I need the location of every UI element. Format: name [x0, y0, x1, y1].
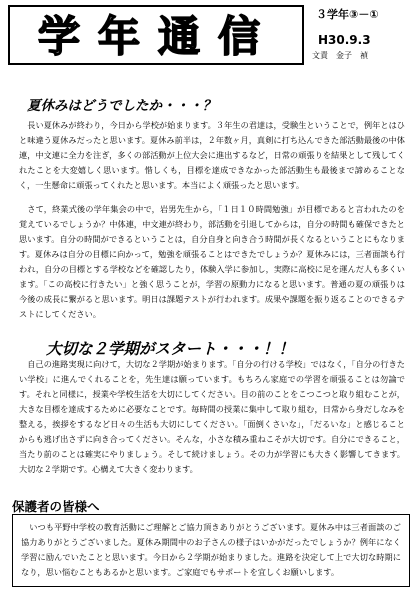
newsletter-title: 学年通信	[37, 12, 278, 61]
second-term-heading: 大切な２学期がスタート・・・！！	[46, 340, 295, 358]
summer-paragraph-1: 長い夏休みが終わり，今日から学校が始まります。３年生の君達は，受験生ということで，例年とはひと味違う夏休みだったと思います。夏休み前半は，２年数ヶ月，真剣に打ち込んできた部活動最後の中体連，中文連に全力を注ぎ，多くの部活動が上位大会に進出するなど，日常の頑張りを結果として残してくれたことを大変嬉しく思います。惜しくも，目標を達成できなかった部活動生も最後まで諦めることなく，一生懸命に頑張ってくれたと思います。本当によく頑張ったと思います。	[19, 120, 405, 190]
parents-notice-heading: 保護者の皆様へ	[12, 499, 100, 514]
parents-notice-text: いつも平野中学校の教育活動にご理解とご協力頂きありがとうございます。夏休み中は三者面談のご協力ありがとうございました。夏休み期間中のお子さんの様子はいかがだったでしょうか？例年になく学習に励んでいたことと思います。今日から２学期が始まりました。進路を決定して上で大切な時期になり，思い悩むこともあるかと思います。ご家庭でもサポートを宜しくお願いします。	[21, 522, 401, 577]
author-credit: 文責 金子 禎	[312, 51, 368, 60]
parents-notice-box	[12, 514, 410, 587]
second-term-paragraph: 自己の進路実現に向けて，大切な２学期が始まります。「自分の行ける学校」ではなく，「自分の行きたい学校」に進んでくれることを，先生達は願っています。もちろん家庭での学習を頑張ることは勿論です。それと同様に，授業や学校生活を大切にしてください。目の前のことをこつこつと取り組むことが，大きな目標を達成するために必要なことです。毎時間の授業に集中して取り組む，日常から身だしなみを整える，挨拶をするなど日々の生活も大切にしてください。「面倒くさいな」，「だるいな」と感じることからも逃げ出さずに向き合ってください。そんな，小さな積み重ねこそが大切です。自分にできること，当たり前のことは確実にやりましょう。そして続けましょう。その力が学習にも大きく影響してきます。大切な２学期です。心構えて大きく変わります。	[19, 359, 405, 474]
issue-date: H30.9.3	[318, 33, 371, 47]
summer-paragraph-2: さて，終業式後の学年集会の中で，岩男先生から，「１日１０時間勉強」が目標であると言われたのを覚えているでしょうか？中体連，中文連が終わり，部活動を引退してからは，自分の時間も確保できたと思います。自分の時間ができるということは，自分自身と向き合う時間が長くなるということにもなります。夏休みは自分の目標に向かって，勉強を頑張ることはできたでしょうか？夏休みには，三者面談も行われ，自分の目標とする学校などを確認したり，体験入学に参加し，実際に高校に足を運んだ人も多くいます。「この高校に行きたい」と強く思うことが，学習の原動力になると思います。普通の夏の頑張りは今後の成長に繋がると思います。明日は課題テストが行われます。成果や課題を振り返ることのできるテストにしてください。	[19, 204, 405, 319]
issue-number: ３学年③－①	[316, 8, 379, 21]
summer-heading: 夏休みはどうでしたか・・・？	[27, 98, 216, 114]
title-box	[8, 5, 304, 65]
